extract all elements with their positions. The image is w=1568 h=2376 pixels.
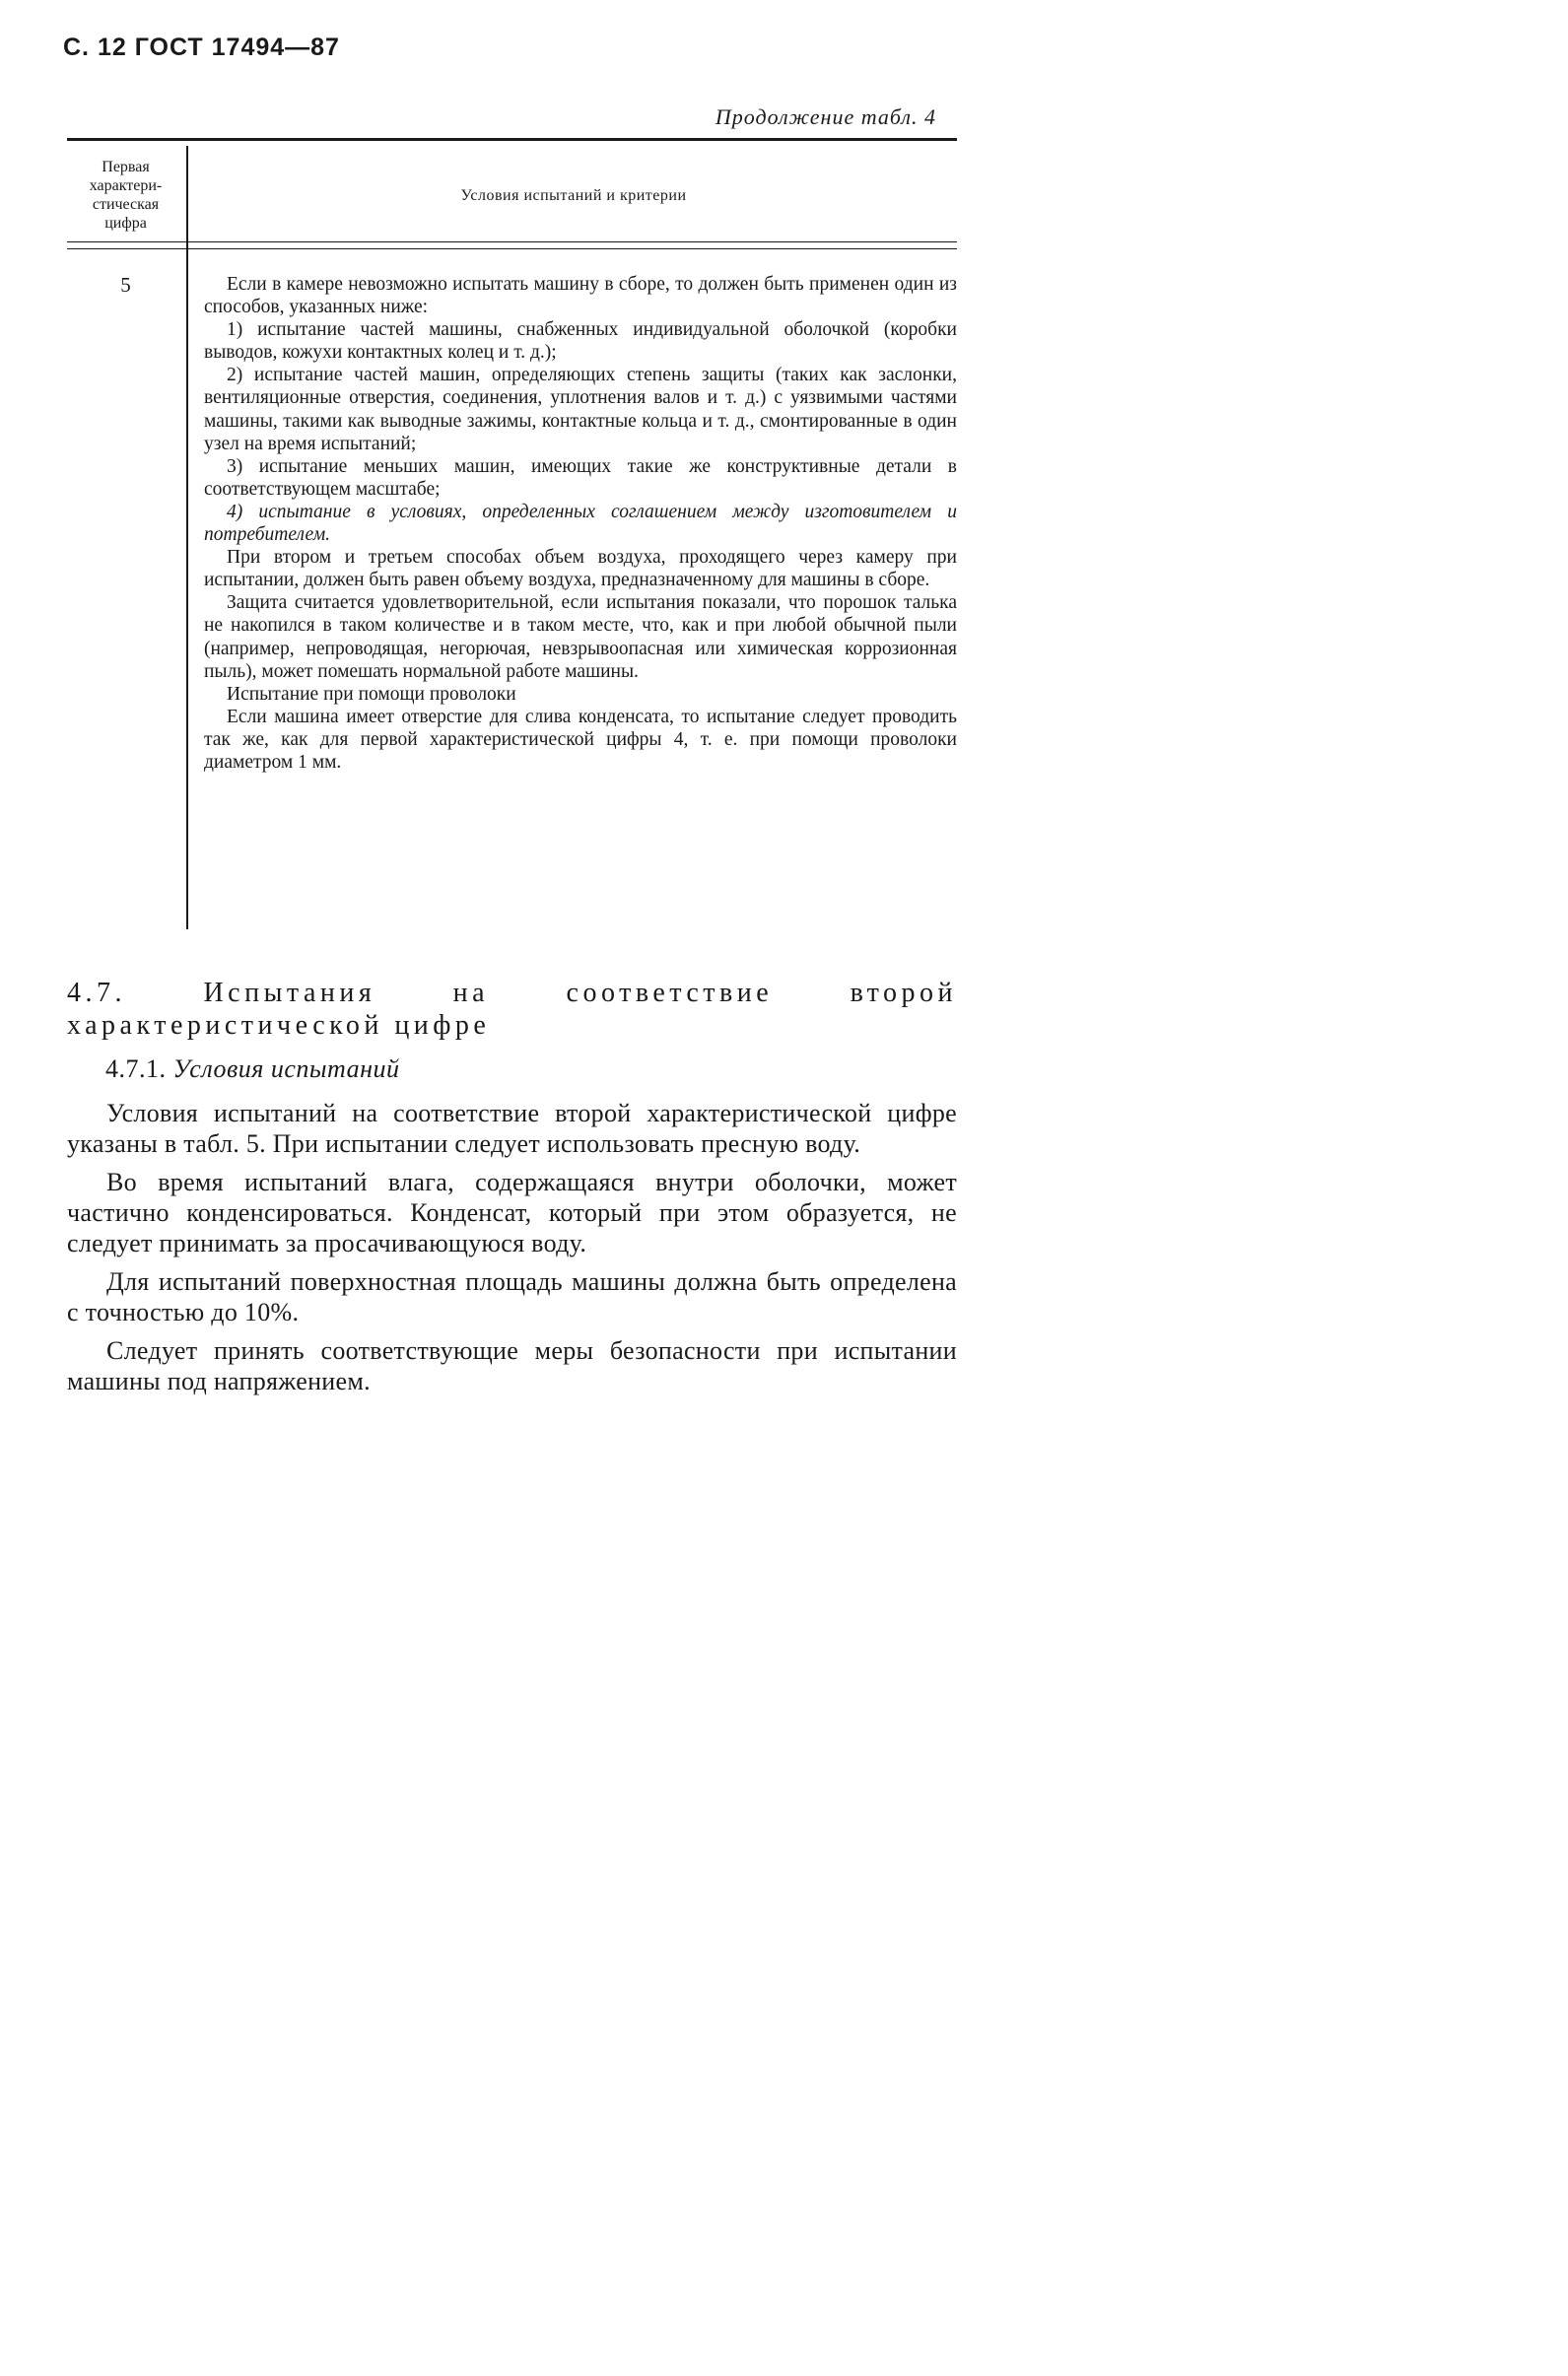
cell-paragraph: 2) испытание частей машин, определяющих степень защиты (таких как заслонки, вентиляционные отверстия, соединения, уплотнения валов и т. д.) с уязвимыми частями машины, такими как выводные зажимы, контактные кольца и т. д., смонтированные в один узел на время испытаний; <box>204 365 957 454</box>
cell-subheading: Испытание при помощи проволоки <box>227 683 516 705</box>
cell-paragraph: Если в камере невозможно испытать машину в сборе, то должен быть применен один из способов, указанных ниже: <box>204 274 957 318</box>
table-top-rule <box>67 138 957 141</box>
table-header-rule <box>67 241 957 242</box>
section-body <box>67 1098 957 1404</box>
header-line: стическая <box>92 196 160 213</box>
table-header-conditions: Условия испытаний и критерии <box>460 187 687 204</box>
cell-paragraph: При втором и третьем способах объем воздуха, проходящего через камеру при испытании, должен быть равен объему воздуха, предназначенному для машины в сборе. <box>204 547 957 591</box>
cell-paragraph: Если машина имеет отверстие для слива конденсата, то испытание следует проводить так же, как для первой характеристической цифры 4, т. е. при помощи проволоки диаметром 1 мм. <box>204 706 957 773</box>
cell-paragraph: 4) испытание в условиях, определенных соглашением между изготовителем и потребителем. <box>204 501 957 546</box>
table-continuation-label: Продолжение табл. 4 <box>715 104 936 129</box>
page-header: С. 12 ГОСТ 17494—87 <box>63 34 340 61</box>
body-paragraph: Для испытаний поверхностная площадь машины должна быть определена с точностью до 10%. <box>67 1267 957 1326</box>
body-paragraph: Следует принять соответствующие меры безопасности при испытании машины под напряжением. <box>67 1336 957 1395</box>
table-header-rule-double <box>67 248 957 249</box>
document-page <box>0 0 1009 1546</box>
body-paragraph: Во время испытаний влага, содержащаяся внутри оболочки, может частично конденсироваться. Конденсат, который при этом образуется, не следует принимать за просачивающуюся воду. <box>67 1168 957 1257</box>
header-line: Первая <box>102 159 150 175</box>
body-paragraph: Условия испытаний на соответствие второй характеристической цифре указаны в табл. 5. При испытании следует использовать пресную воду. <box>67 1099 957 1158</box>
header-line: характери- <box>89 177 163 194</box>
cell-paragraph: Защита считается удовлетворительной, если испытания показали, что порошок талька не накопился в таком количестве и в таком месте, что, как и при любой обычной пыли (например, непроводящая, негорючая, невзрывоопасная или химическая коррозионная пыль), может помешать нормальной работе машины. <box>204 592 957 682</box>
table-row-digit: 5 <box>120 273 131 297</box>
cell-paragraph: 1) испытание частей машины, снабженных индивидуальной оболочкой (коробки выводов, кожухи контактных колец и т. д.); <box>204 319 957 364</box>
table-header-first-digit <box>67 158 184 233</box>
subsection-number: 4.7.1. <box>105 1054 167 1083</box>
subsection-heading <box>105 1054 399 1084</box>
subsection-title: Условия испытаний <box>172 1054 400 1083</box>
table-column-divider <box>186 146 188 929</box>
cell-paragraph: 3) испытание меньших машин, имеющих такие же конструктивные детали в соответствующем масштабе; <box>204 455 957 500</box>
header-line: цифра <box>104 215 147 232</box>
table-cell-conditions <box>204 273 957 774</box>
section-title: 4.7. Испытания на соответствие второй характеристической цифре <box>67 978 957 1041</box>
